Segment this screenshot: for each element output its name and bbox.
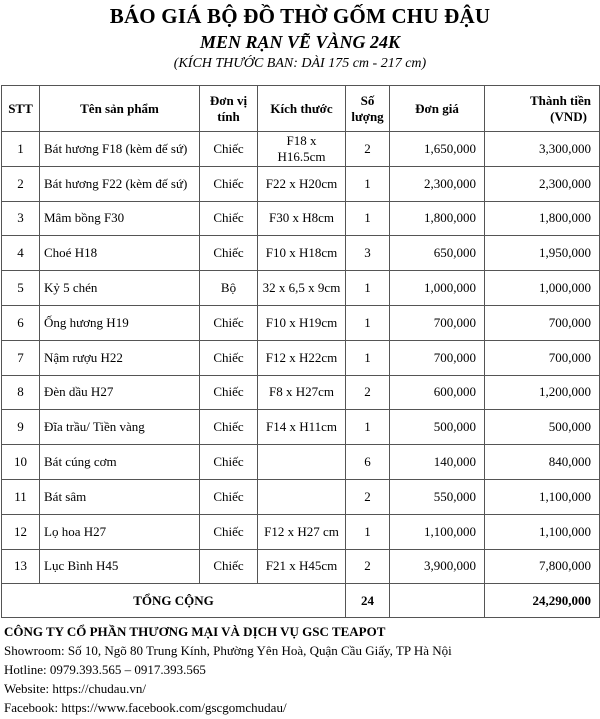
- hotline: Hotline: 0979.393.565 – 0917.393.565: [4, 662, 206, 677]
- cell-size: F14 x H11cm: [258, 410, 346, 445]
- cell-size: F21 x H45cm: [258, 549, 346, 584]
- cell-amount: 700,000: [485, 305, 600, 340]
- cell-unit-price: 650,000: [390, 236, 485, 271]
- cell-quantity: 1: [346, 340, 390, 375]
- total-amount: 24,290,000: [485, 584, 600, 618]
- cell-size: 32 x 6,5 x 9cm: [258, 271, 346, 306]
- cell-amount: 2,300,000: [485, 166, 600, 201]
- total-label: TỔNG CỘNG: [2, 584, 346, 618]
- size-note: (KÍCH THƯỚC BAN: DÀI 175 cm - 217 cm): [173, 56, 427, 71]
- cell-quantity: 1: [346, 514, 390, 549]
- cell-quantity: 1: [346, 410, 390, 445]
- cell-stt: 1: [2, 132, 40, 167]
- table-row: [2, 166, 600, 201]
- cell-quantity: 6: [346, 445, 390, 480]
- cell-quantity: 2: [346, 132, 390, 167]
- cell-product-name: Bát cúng cơm: [40, 445, 200, 480]
- cell-size: [258, 445, 346, 480]
- cell-quantity: 1: [346, 271, 390, 306]
- table-header-row: [2, 86, 600, 132]
- facebook-link[interactable]: Facebook: https://www.facebook.com/gscgomchudau/: [4, 700, 287, 715]
- document-title: BÁO GIÁ BỘ ĐỒ THỜ GỐM CHU ĐẬU: [109, 4, 491, 28]
- cell-product-name: Ống hương H19: [40, 305, 200, 340]
- cell-size: F10 x H18cm: [258, 236, 346, 271]
- document-subtitle: MEN RẠN VẼ VÀNG 24K: [199, 32, 401, 52]
- cell-product-name: Bát hương F22 (kèm đế sứ): [40, 166, 200, 201]
- website-link[interactable]: Website: https://chudau.vn/: [4, 681, 146, 696]
- table-row: [2, 549, 600, 584]
- header-quantity: Số lượng: [346, 86, 390, 132]
- cell-amount: 1,000,000: [485, 271, 600, 306]
- header-unit: Đơn vị tính: [200, 86, 258, 132]
- cell-amount: 840,000: [485, 445, 600, 480]
- cell-amount: 500,000: [485, 410, 600, 445]
- cell-unit: Chiếc: [200, 305, 258, 340]
- cell-amount: 3,300,000: [485, 132, 600, 167]
- table-row: [2, 514, 600, 549]
- cell-quantity: 1: [346, 201, 390, 236]
- cell-unit: Chiếc: [200, 549, 258, 584]
- cell-stt: 13: [2, 549, 40, 584]
- cell-amount: 1,100,000: [485, 479, 600, 514]
- cell-unit: Bộ: [200, 271, 258, 306]
- cell-product-name: Lọ hoa H27: [40, 514, 200, 549]
- cell-unit: Chiếc: [200, 132, 258, 167]
- cell-size: F12 x H27 cm: [258, 514, 346, 549]
- cell-quantity: 2: [346, 375, 390, 410]
- cell-size: F18 x H16.5cm: [258, 132, 346, 167]
- cell-unit-price: 700,000: [390, 340, 485, 375]
- company-info: [4, 622, 452, 717]
- cell-product-name: Nậm rượu H22: [40, 340, 200, 375]
- cell-unit-price: 3,900,000: [390, 549, 485, 584]
- cell-amount: 1,800,000: [485, 201, 600, 236]
- cell-quantity: 1: [346, 166, 390, 201]
- table-row: [2, 236, 600, 271]
- header-product-name: Tên sản phẩm: [40, 86, 200, 132]
- table-row: [2, 132, 600, 167]
- cell-stt: 2: [2, 166, 40, 201]
- cell-unit-price: 1,100,000: [390, 514, 485, 549]
- header-unit-price: Đơn giá: [390, 86, 485, 132]
- cell-product-name: Mâm bồng F30: [40, 201, 200, 236]
- table-row: [2, 375, 600, 410]
- cell-size: F12 x H22cm: [258, 340, 346, 375]
- cell-size: F10 x H19cm: [258, 305, 346, 340]
- cell-unit: Chiếc: [200, 201, 258, 236]
- cell-unit: Chiếc: [200, 236, 258, 271]
- cell-amount: 700,000: [485, 340, 600, 375]
- cell-unit: Chiếc: [200, 410, 258, 445]
- cell-unit-price: 2,300,000: [390, 166, 485, 201]
- cell-quantity: 2: [346, 479, 390, 514]
- table-row: [2, 445, 600, 480]
- cell-unit: Chiếc: [200, 514, 258, 549]
- showroom-address: Showroom: Số 10, Ngõ 80 Trung Kính, Phường Yên Hoà, Quận Cầu Giấy, TP Hà Nội: [4, 643, 452, 658]
- table-row: [2, 271, 600, 306]
- cell-stt: 8: [2, 375, 40, 410]
- cell-unit-price: 1,650,000: [390, 132, 485, 167]
- cell-unit-price: 1,000,000: [390, 271, 485, 306]
- cell-stt: 11: [2, 479, 40, 514]
- cell-unit: Chiếc: [200, 479, 258, 514]
- cell-stt: 6: [2, 305, 40, 340]
- cell-product-name: Bát sâm: [40, 479, 200, 514]
- cell-unit: Chiếc: [200, 375, 258, 410]
- cell-stt: 12: [2, 514, 40, 549]
- cell-quantity: 1: [346, 305, 390, 340]
- cell-size: F8 x H27cm: [258, 375, 346, 410]
- cell-amount: 1,950,000: [485, 236, 600, 271]
- table-row: [2, 479, 600, 514]
- table-row: [2, 201, 600, 236]
- cell-unit-price: 140,000: [390, 445, 485, 480]
- company-name: CÔNG TY CỔ PHẦN THƯƠNG MẠI VÀ DỊCH VỤ GSC TEAPOT: [4, 624, 386, 639]
- cell-unit-price: 600,000: [390, 375, 485, 410]
- header-amount: Thành tiền (VND): [485, 86, 600, 132]
- cell-size: F30 x H8cm: [258, 201, 346, 236]
- cell-quantity: 3: [346, 236, 390, 271]
- cell-stt: 4: [2, 236, 40, 271]
- cell-amount: 1,100,000: [485, 514, 600, 549]
- total-quantity: 24: [346, 584, 390, 618]
- cell-stt: 10: [2, 445, 40, 480]
- table-row: [2, 410, 600, 445]
- cell-product-name: Đĩa trầu/ Tiền vàng: [40, 410, 200, 445]
- cell-quantity: 2: [346, 549, 390, 584]
- cell-stt: 3: [2, 201, 40, 236]
- cell-unit: Chiếc: [200, 166, 258, 201]
- cell-size: F22 x H20cm: [258, 166, 346, 201]
- cell-stt: 5: [2, 271, 40, 306]
- cell-product-name: Choé H18: [40, 236, 200, 271]
- header-size: Kích thước: [258, 86, 346, 132]
- cell-unit-price: 550,000: [390, 479, 485, 514]
- cell-stt: 9: [2, 410, 40, 445]
- cell-amount: 7,800,000: [485, 549, 600, 584]
- cell-product-name: Bát hương F18 (kèm đế sứ): [40, 132, 200, 167]
- cell-product-name: Kỷ 5 chén: [40, 271, 200, 306]
- total-empty-cell: [390, 584, 485, 618]
- cell-unit: Chiếc: [200, 445, 258, 480]
- cell-product-name: Đèn dầu H27: [40, 375, 200, 410]
- cell-unit-price: 500,000: [390, 410, 485, 445]
- total-row: [2, 584, 600, 618]
- cell-stt: 7: [2, 340, 40, 375]
- cell-size: [258, 479, 346, 514]
- header-stt: STT: [2, 86, 40, 132]
- cell-product-name: Lục Bình H45: [40, 549, 200, 584]
- price-table: [1, 85, 600, 618]
- table-row: [2, 305, 600, 340]
- cell-unit: Chiếc: [200, 340, 258, 375]
- table-row: [2, 340, 600, 375]
- cell-unit-price: 700,000: [390, 305, 485, 340]
- cell-amount: 1,200,000: [485, 375, 600, 410]
- cell-unit-price: 1,800,000: [390, 201, 485, 236]
